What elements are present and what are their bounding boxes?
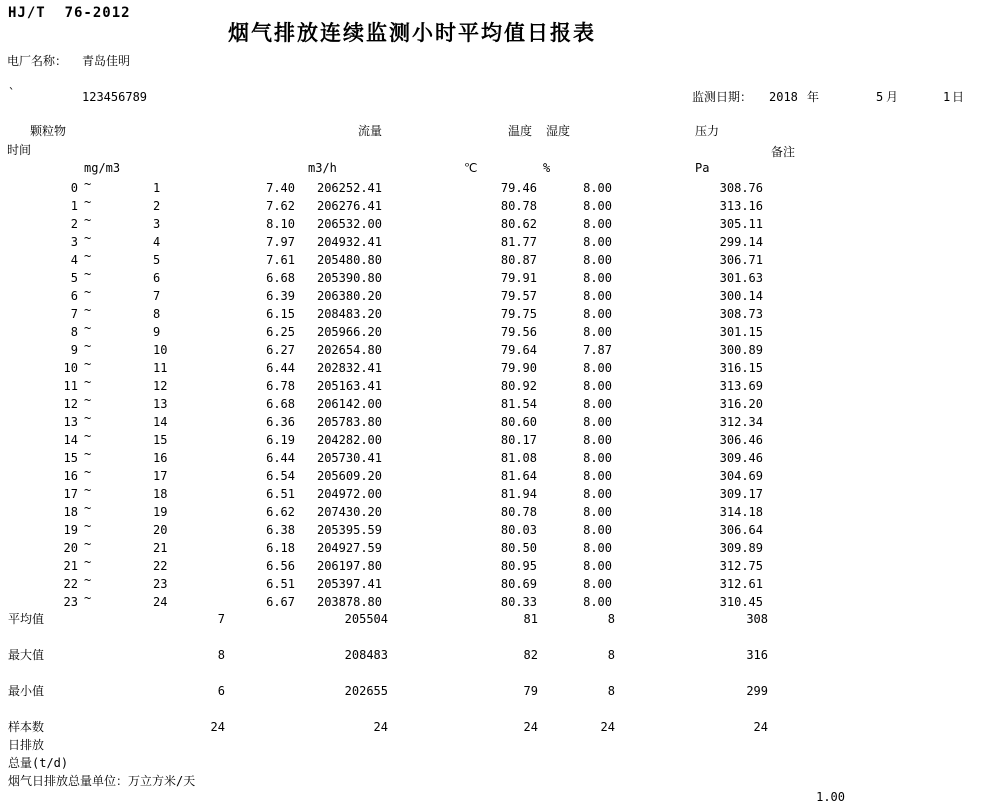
tilde-separator: ~ [84,249,92,263]
humidity-value-cell: 8.00 [583,361,612,375]
flow-value-cell: 206380.20 [316,289,382,303]
tilde-separator: ~ [84,555,92,569]
summary-temperature-cell: 82 [523,648,538,662]
pressure-value-cell: 309.89 [719,541,763,555]
table-row [0,233,983,251]
hour-end-cell: 3 [153,217,161,231]
pressure-value-cell: 299.14 [719,235,763,249]
flow-value-cell: 205390.80 [316,271,382,285]
temperature-value-cell: 81.64 [500,469,537,483]
flow-value-cell: 205783.80 [316,415,382,429]
pressure-value-cell: 306.71 [719,253,763,267]
table-row [0,287,983,305]
table-row [0,251,983,269]
pm-value-cell: 6.68 [266,271,295,285]
column-header-pm: 颗粒物 [30,124,67,138]
pm-value-cell: 6.56 [266,559,295,573]
table-row [0,503,983,521]
hour-start-cell: 8 [70,325,78,339]
summary-pressure-cell: 299 [746,684,768,698]
humidity-value-cell: 7.87 [583,343,612,357]
table-row [0,431,983,449]
hour-end-cell: 11 [153,361,168,375]
date-day-unit: 日 [952,90,965,104]
pm-value-cell: 6.44 [266,361,295,375]
humidity-value-cell: 8.00 [583,271,612,285]
pm-value-cell: 7.61 [266,253,295,267]
column-header-pressure: 压力 [695,124,720,138]
pm-value-cell: 7.62 [266,199,295,213]
humidity-value-cell: 8.00 [583,235,612,249]
pm-value-cell: 6.27 [266,343,295,357]
pressure-value-cell: 306.46 [719,433,763,447]
flow-value-cell: 205395.59 [316,523,382,537]
unit-pm: mg/m3 [84,161,121,175]
temperature-value-cell: 81.94 [500,487,537,501]
flow-value-cell: 205397.41 [316,577,382,591]
pm-value-cell: 6.18 [266,541,295,555]
temperature-value-cell: 80.78 [500,199,537,213]
flow-value-cell: 204932.41 [316,235,382,249]
summary-temperature-cell: 24 [523,720,538,734]
column-header-temperature: 温度 [508,124,533,138]
temperature-value-cell: 80.87 [500,253,537,267]
flow-value-cell: 206532.00 [316,217,382,231]
temperature-value-cell: 80.60 [500,415,537,429]
hour-start-cell: 17 [63,487,78,501]
temperature-value-cell: 80.17 [500,433,537,447]
summary-label: 样本数 [8,720,45,734]
summary-label: 平均值 [8,612,45,626]
table-row [0,395,983,413]
hour-end-cell: 5 [153,253,161,267]
hour-end-cell: 9 [153,325,161,339]
hour-start-cell: 23 [63,595,78,609]
hour-start-cell: 1 [70,199,78,213]
table-row [0,413,983,431]
humidity-value-cell: 8.00 [583,469,612,483]
hour-end-cell: 22 [153,559,168,573]
date-year-unit: 年 [807,90,820,104]
hour-end-cell: 16 [153,451,168,465]
flow-value-cell: 206276.41 [316,199,382,213]
summary-pressure-cell: 24 [753,720,768,734]
temperature-value-cell: 79.56 [500,325,537,339]
summary-humidity-cell: 8 [607,612,615,626]
table-row [0,521,983,539]
tilde-separator: ~ [84,393,92,407]
plant-code: 123456789 [82,90,148,104]
date-day-value: 1 [943,90,951,104]
hour-end-cell: 20 [153,523,168,537]
summary-row [0,648,983,684]
tilde-separator: ~ [84,465,92,479]
humidity-value-cell: 8.00 [583,505,612,519]
hour-end-cell: 21 [153,541,168,555]
daily-emission-total-value: 1.00 [816,790,845,804]
pressure-value-cell: 312.34 [719,415,763,429]
temperature-value-cell: 79.57 [500,289,537,303]
table-row [0,269,983,287]
pressure-value-cell: 309.46 [719,451,763,465]
pressure-value-cell: 314.18 [719,505,763,519]
humidity-value-cell: 8.00 [583,451,612,465]
date-year-value: 2018 [769,90,798,104]
humidity-value-cell: 8.00 [583,433,612,447]
hour-end-cell: 13 [153,397,168,411]
summary-rows [0,612,983,756]
humidity-value-cell: 8.00 [583,307,612,321]
temperature-value-cell: 79.46 [500,181,537,195]
hour-end-cell: 2 [153,199,161,213]
tilde-separator: ~ [84,321,92,335]
date-label: 监测日期： [692,90,753,104]
hour-start-cell: 15 [63,451,78,465]
column-header-remark: 备注 [771,145,796,159]
hour-start-cell: 5 [70,271,78,285]
tilde-separator: ~ [84,483,92,497]
hour-start-cell: 14 [63,433,78,447]
summary-flow-cell: 202655 [344,684,388,698]
summary-label: 最大值 [8,648,45,662]
temperature-value-cell: 80.62 [500,217,537,231]
temperature-value-cell: 80.69 [500,577,537,591]
hourly-data-rows [0,179,983,611]
backtick-mark: ` [8,86,16,100]
temperature-value-cell: 80.33 [500,595,537,609]
temperature-value-cell: 79.91 [500,271,537,285]
hour-start-cell: 4 [70,253,78,267]
pm-value-cell: 6.44 [266,451,295,465]
tilde-separator: ~ [84,357,92,371]
tilde-separator: ~ [84,339,92,353]
flow-value-cell: 202654.80 [316,343,382,357]
table-row [0,305,983,323]
pressure-value-cell: 301.63 [719,271,763,285]
table-row [0,539,983,557]
humidity-value-cell: 8.00 [583,217,612,231]
humidity-value-cell: 8.00 [583,595,612,609]
pressure-value-cell: 312.75 [719,559,763,573]
summary-pressure-cell: 308 [746,612,768,626]
date-month-unit: 月 [886,90,899,104]
pm-value-cell: 6.25 [266,325,295,339]
flow-value-cell: 205609.20 [316,469,382,483]
flow-value-cell: 204282.00 [316,433,382,447]
summary-flow-cell: 208483 [344,648,388,662]
tilde-separator: ~ [84,411,92,425]
pressure-value-cell: 308.76 [719,181,763,195]
flow-value-cell: 204972.00 [316,487,382,501]
humidity-value-cell: 8.00 [583,541,612,555]
hour-start-cell: 7 [70,307,78,321]
summary-temperature-cell: 79 [523,684,538,698]
pm-value-cell: 6.78 [266,379,295,393]
flow-value-cell: 205163.41 [316,379,382,393]
daily-emission-label-line1: 日排放 [8,738,45,752]
pm-value-cell: 6.54 [266,469,295,483]
pressure-value-cell: 316.20 [719,397,763,411]
tilde-separator: ~ [84,303,92,317]
pressure-value-cell: 313.69 [719,379,763,393]
tilde-separator: ~ [84,501,92,515]
humidity-value-cell: 8.00 [583,577,612,591]
temperature-value-cell: 79.75 [500,307,537,321]
hour-start-cell: 16 [63,469,78,483]
hour-start-cell: 12 [63,397,78,411]
summary-humidity-cell: 8 [607,684,615,698]
humidity-value-cell: 8.00 [583,199,612,213]
hour-end-cell: 7 [153,289,161,303]
tilde-separator: ~ [84,591,92,605]
pm-value-cell: 7.97 [266,235,295,249]
hour-end-cell: 4 [153,235,161,249]
summary-humidity-cell: 8 [607,648,615,662]
temperature-value-cell: 80.95 [500,559,537,573]
hour-end-cell: 17 [153,469,168,483]
flow-value-cell: 206142.00 [316,397,382,411]
tilde-separator: ~ [84,537,92,551]
tilde-separator: ~ [84,177,92,191]
pressure-value-cell: 313.16 [719,199,763,213]
pressure-value-cell: 304.69 [719,469,763,483]
hour-start-cell: 2 [70,217,78,231]
column-header-humidity: 湿度 [546,124,571,138]
flow-value-cell: 206252.41 [316,181,382,195]
tilde-separator: ~ [84,519,92,533]
temperature-value-cell: 80.03 [500,523,537,537]
table-row [0,323,983,341]
temperature-value-cell: 81.08 [500,451,537,465]
table-row [0,377,983,395]
page-title: 烟气排放连续监测小时平均值日报表 [228,21,596,45]
pressure-value-cell: 312.61 [719,577,763,591]
humidity-value-cell: 8.00 [583,487,612,501]
unit-temperature: ℃ [464,161,478,175]
unit-flow: m3/h [308,161,337,175]
hour-end-cell: 1 [153,181,161,195]
hour-end-cell: 24 [153,595,168,609]
flow-value-cell: 202832.41 [316,361,382,375]
hour-start-cell: 19 [63,523,78,537]
tilde-separator: ~ [84,375,92,389]
hour-end-cell: 12 [153,379,168,393]
table-row [0,557,983,575]
humidity-value-cell: 8.00 [583,325,612,339]
hour-start-cell: 18 [63,505,78,519]
hour-start-cell: 3 [70,235,78,249]
summary-row [0,612,983,648]
tilde-separator: ~ [84,429,92,443]
column-header-time: 时间 [7,143,32,157]
pm-value-cell: 6.67 [266,595,295,609]
date-month-value: 5 [876,90,884,104]
hour-start-cell: 11 [63,379,78,393]
temperature-value-cell: 80.92 [500,379,537,393]
pm-value-cell: 6.36 [266,415,295,429]
tilde-separator: ~ [84,213,92,227]
humidity-value-cell: 8.00 [583,397,612,411]
pm-value-cell: 6.19 [266,433,295,447]
plant-name-label: 电厂名称： [7,54,68,68]
table-row [0,467,983,485]
unit-pressure: Pa [695,161,710,175]
flow-value-cell: 208483.20 [316,307,382,321]
table-row [0,593,983,611]
flow-value-cell: 205730.41 [316,451,382,465]
summary-flow-cell: 205504 [344,612,388,626]
temperature-value-cell: 81.54 [500,397,537,411]
summary-temperature-cell: 81 [523,612,538,626]
humidity-value-cell: 8.00 [583,379,612,393]
flow-value-cell: 205480.80 [316,253,382,267]
table-row [0,449,983,467]
temperature-value-cell: 79.64 [500,343,537,357]
unit-humidity: % [543,161,551,175]
pressure-value-cell: 301.15 [719,325,763,339]
daily-emission-label-line2: 总量(t/d) [8,756,69,770]
pressure-value-cell: 300.14 [719,289,763,303]
tilde-separator: ~ [84,573,92,587]
table-row [0,215,983,233]
temperature-value-cell: 79.90 [500,361,537,375]
hour-end-cell: 8 [153,307,161,321]
hour-start-cell: 22 [63,577,78,591]
hour-start-cell: 9 [70,343,78,357]
flow-value-cell: 206197.80 [316,559,382,573]
pm-value-cell: 6.39 [266,289,295,303]
flow-value-cell: 207430.20 [316,505,382,519]
humidity-value-cell: 8.00 [583,523,612,537]
pm-value-cell: 6.68 [266,397,295,411]
pm-value-cell: 8.10 [266,217,295,231]
flow-value-cell: 203878.80 [316,595,382,609]
hour-start-cell: 13 [63,415,78,429]
summary-pm-cell: 7 [217,612,225,626]
hour-end-cell: 19 [153,505,168,519]
hour-end-cell: 10 [153,343,168,357]
table-row [0,359,983,377]
hour-start-cell: 20 [63,541,78,555]
emission-unit-note: 烟气日排放总量单位：万立方米/天 [8,774,196,788]
summary-pm-cell: 8 [217,648,225,662]
hour-end-cell: 14 [153,415,168,429]
pressure-value-cell: 316.15 [719,361,763,375]
humidity-value-cell: 8.00 [583,415,612,429]
standard-number: HJ/T 76-2012 [8,5,131,21]
pm-value-cell: 7.40 [266,181,295,195]
pressure-value-cell: 300.89 [719,343,763,357]
pressure-value-cell: 309.17 [719,487,763,501]
pm-value-cell: 6.51 [266,577,295,591]
humidity-value-cell: 8.00 [583,181,612,195]
hour-end-cell: 15 [153,433,168,447]
humidity-value-cell: 8.00 [583,253,612,267]
table-row [0,197,983,215]
temperature-value-cell: 80.50 [500,541,537,555]
hour-start-cell: 6 [70,289,78,303]
temperature-value-cell: 80.78 [500,505,537,519]
hour-start-cell: 0 [70,181,78,195]
summary-humidity-cell: 24 [600,720,615,734]
pressure-value-cell: 308.73 [719,307,763,321]
tilde-separator: ~ [84,195,92,209]
flow-value-cell: 204927.59 [316,541,382,555]
hour-end-cell: 6 [153,271,161,285]
table-row [0,575,983,593]
pm-value-cell: 6.62 [266,505,295,519]
summary-label: 最小值 [8,684,45,698]
tilde-separator: ~ [84,285,92,299]
pm-value-cell: 6.38 [266,523,295,537]
summary-row [0,684,983,720]
summary-pm-cell: 24 [210,720,225,734]
summary-pm-cell: 6 [217,684,225,698]
flow-value-cell: 205966.20 [316,325,382,339]
tilde-separator: ~ [84,267,92,281]
summary-pressure-cell: 316 [746,648,768,662]
summary-row [0,720,983,756]
humidity-value-cell: 8.00 [583,559,612,573]
table-row [0,341,983,359]
tilde-separator: ~ [84,447,92,461]
tilde-separator: ~ [84,231,92,245]
table-row [0,485,983,503]
humidity-value-cell: 8.00 [583,289,612,303]
hour-end-cell: 18 [153,487,168,501]
hour-start-cell: 10 [63,361,78,375]
pm-value-cell: 6.15 [266,307,295,321]
column-header-flow: 流量 [358,124,383,138]
hour-start-cell: 21 [63,559,78,573]
hour-end-cell: 23 [153,577,168,591]
pm-value-cell: 6.51 [266,487,295,501]
pressure-value-cell: 310.45 [719,595,763,609]
pressure-value-cell: 306.64 [719,523,763,537]
table-row [0,179,983,197]
summary-flow-cell: 24 [373,720,388,734]
pressure-value-cell: 305.11 [719,217,763,231]
plant-name-value: 青岛佳明 [82,54,131,68]
temperature-value-cell: 81.77 [500,235,537,249]
